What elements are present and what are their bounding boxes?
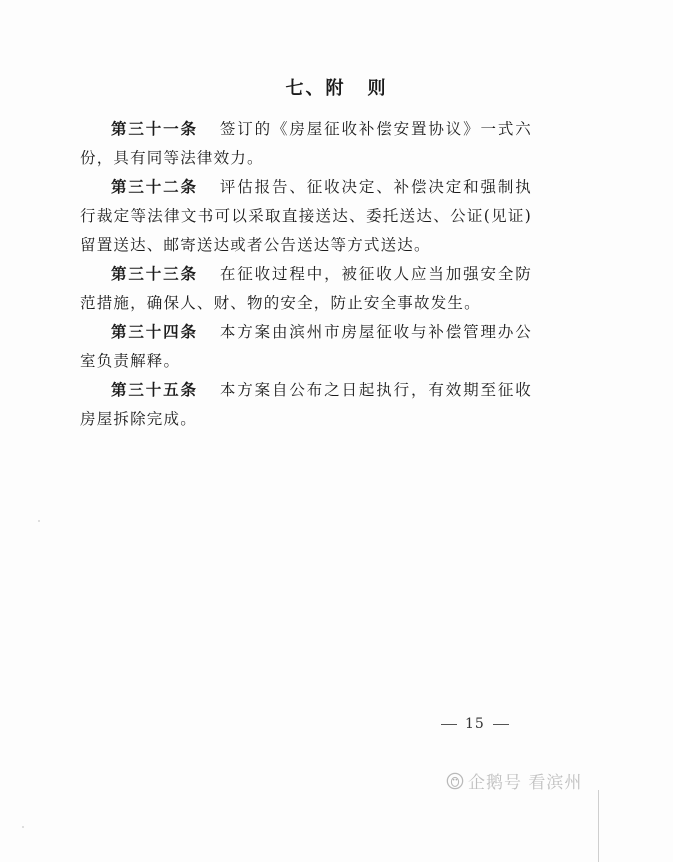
article-34 [80, 318, 532, 376]
article-number: 第三十二条 [111, 178, 198, 196]
article-text: 本方案自公布之日起执行，有效期至征收房屋拆除完成。 [80, 381, 532, 428]
scan-edge-line [598, 790, 599, 862]
article-number: 第三十三条 [111, 265, 198, 283]
article-text: 本方案由滨州市房屋征收与补偿管理办公室负责解释。 [80, 323, 532, 370]
article-number: 第三十五条 [111, 381, 198, 399]
dash-left [441, 724, 457, 725]
article-text: 评估报告、征收决定、补偿决定和强制执行裁定等法律文书可以采取直接送达、委托送达、公证(见证)留置送达、邮寄送达或者公告送达等方式送达。 [80, 178, 532, 254]
page-number-value: 15 [465, 716, 485, 732]
penguin-logo-icon [446, 772, 464, 790]
article-number: 第三十四条 [111, 323, 198, 341]
page-number [441, 716, 509, 732]
section-title-suffix: 则 [367, 78, 388, 99]
article-text: 签订的《房屋征收补偿安置协议》一式六份，具有同等法律效力。 [80, 120, 532, 167]
scan-speck [22, 826, 24, 828]
section-title-prefix: 七、附 [285, 78, 346, 99]
article-33 [80, 260, 532, 318]
article-31 [80, 115, 532, 173]
article-number: 第三十一条 [111, 120, 198, 138]
dash-right [493, 724, 509, 725]
article-text: 在征收过程中，被征收人应当加强安全防范措施，确保人、财、物的安全，防止安全事故发生。 [80, 265, 532, 312]
watermark [446, 768, 582, 793]
section-title [0, 74, 673, 100]
article-32 [80, 173, 532, 260]
scan-speck [38, 520, 40, 522]
article-35 [80, 376, 532, 434]
watermark-text: 企鹅号 看滨州 [468, 773, 583, 793]
